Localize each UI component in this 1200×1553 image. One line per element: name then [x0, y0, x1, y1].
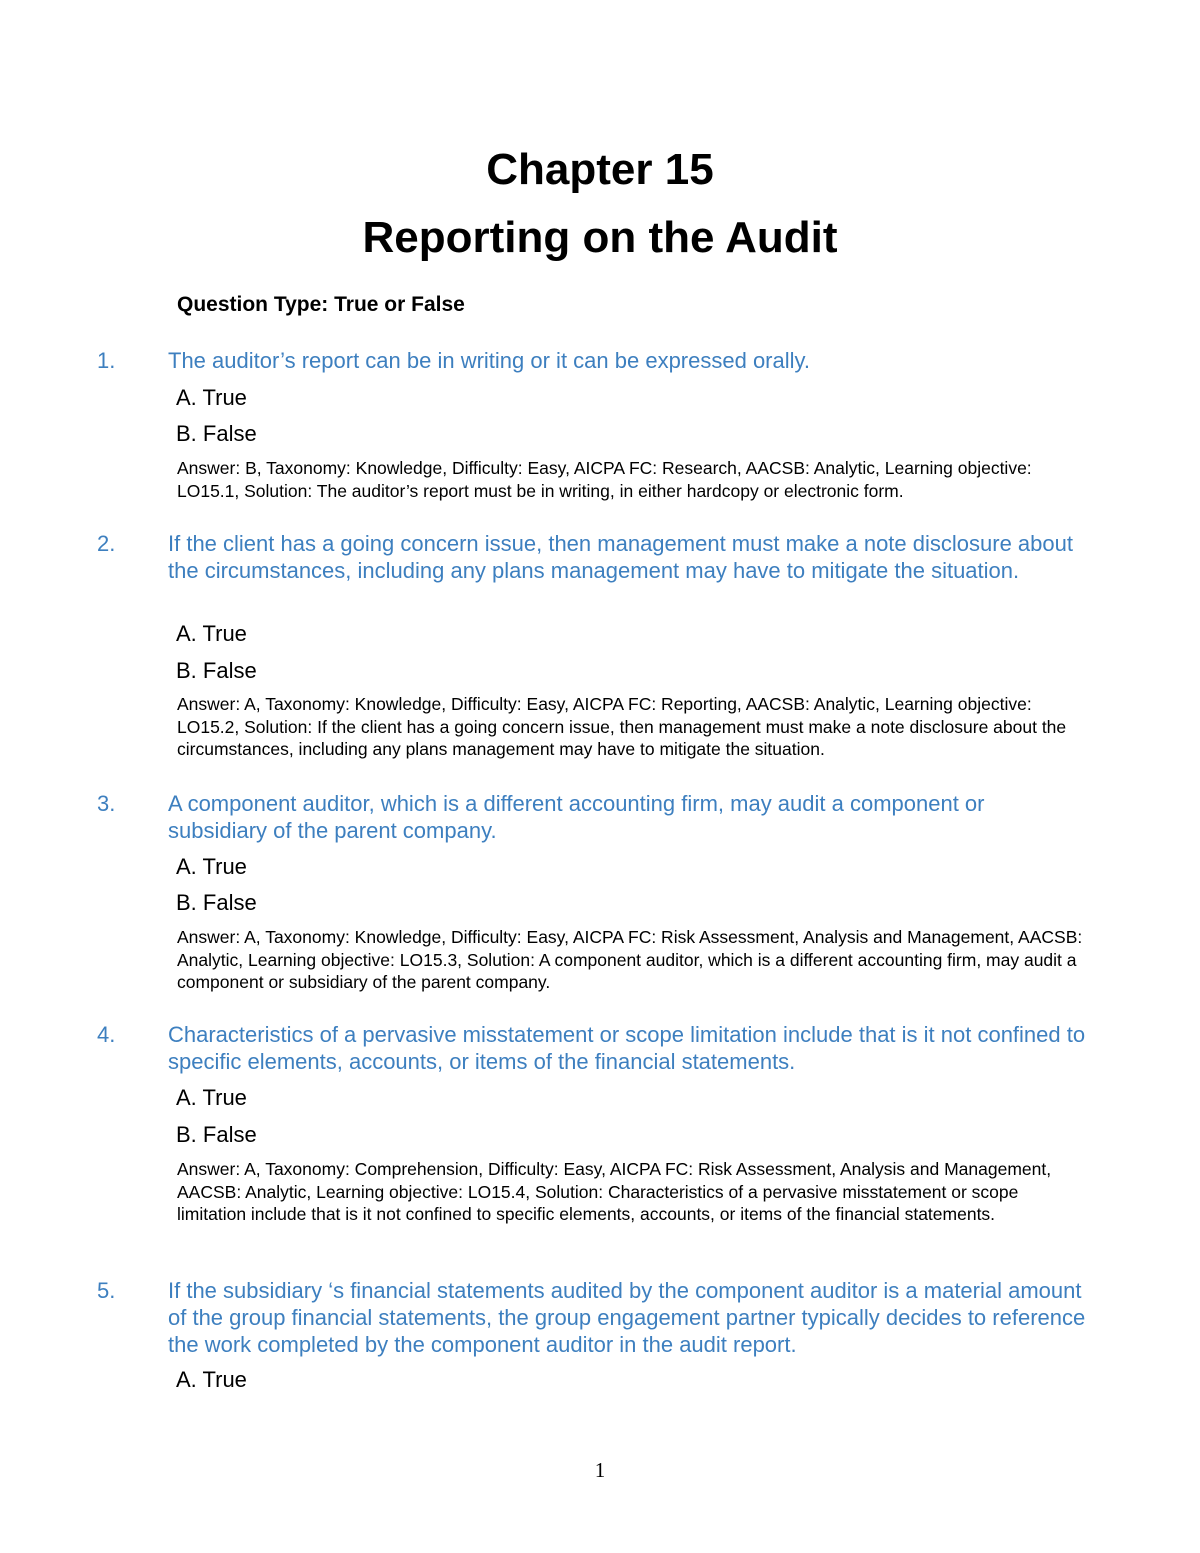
option-true: A. True	[176, 1367, 247, 1392]
page-number: 1	[594, 1458, 606, 1482]
option-true: A. True	[176, 621, 247, 646]
question-number: 5.	[97, 1278, 116, 1303]
chapter-heading: Chapter 15	[486, 145, 714, 194]
answer-explanation: Answer: A, Taxonomy: Comprehension, Difficulty: Easy, AICPA FC: Risk Assessment, Analysis and Management, AACSB: Analytic, Learning objective: LO15.4, Solution: Characteristics of a pervasive misstatement or scope limitation include that is it not confined to specific elements, accounts, or items of the financial statements.	[177, 1159, 1052, 1225]
question-type-heading: Question Type: True or False	[177, 293, 465, 316]
option-false: B. False	[176, 658, 257, 683]
question-text: Characteristics of a pervasive misstatement or scope limitation include that is it not confined to specific elements, accounts, or items of the financial statements.	[168, 1022, 1086, 1074]
question-number: 1.	[97, 348, 116, 373]
option-true: A. True	[176, 854, 247, 879]
answer-explanation: Answer: A, Taxonomy: Knowledge, Difficulty: Easy, AICPA FC: Reporting, AACSB: Analytic, Learning objective: LO15.2, Solution: If the client has a going concern issue, then management must make a note disclosure about the circumstances, including any plans management may have to mitigate the situation.	[177, 694, 1067, 760]
question-text: A component auditor, which is a different accounting firm, may audit a component or subsidiary of the parent company.	[168, 791, 985, 843]
question-text: If the client has a going concern issue, then management must make a note disclosure about the circumstances, including any plans management may have to mitigate the situation.	[168, 531, 1073, 583]
option-false: B. False	[176, 890, 257, 915]
answer-explanation: Answer: A, Taxonomy: Knowledge, Difficulty: Easy, AICPA FC: Risk Assessment, Analysis and Management, AACSB: Analytic, Learning objective: LO15.3, Solution: A component auditor, which is a different accounting firm, may audit a component or subsidiary of the parent company.	[177, 927, 1083, 993]
option-false: B. False	[176, 421, 257, 446]
option-true: A. True	[176, 1085, 247, 1110]
question-number: 3.	[97, 791, 116, 816]
option-true: A. True	[176, 385, 247, 410]
question-text: If the subsidiary ‘s financial statements audited by the component auditor is a material amount of the group financial statements, the group engagement partner typically decides to reference the work completed by the component auditor in the audit report.	[168, 1278, 1086, 1357]
chapter-title: Reporting on the Audit	[362, 213, 838, 262]
answer-explanation: Answer: B, Taxonomy: Knowledge, Difficulty: Easy, AICPA FC: Research, AACSB: Analytic, Learning objective: LO15.1, Solution: The auditor’s report must be in writing, in either hardcopy or electronic form.	[177, 458, 1032, 501]
question-number: 4.	[97, 1022, 116, 1047]
question-number: 2.	[97, 531, 116, 556]
question-text: The auditor’s report can be in writing or it can be expressed orally.	[168, 348, 810, 373]
option-false: B. False	[176, 1122, 257, 1147]
